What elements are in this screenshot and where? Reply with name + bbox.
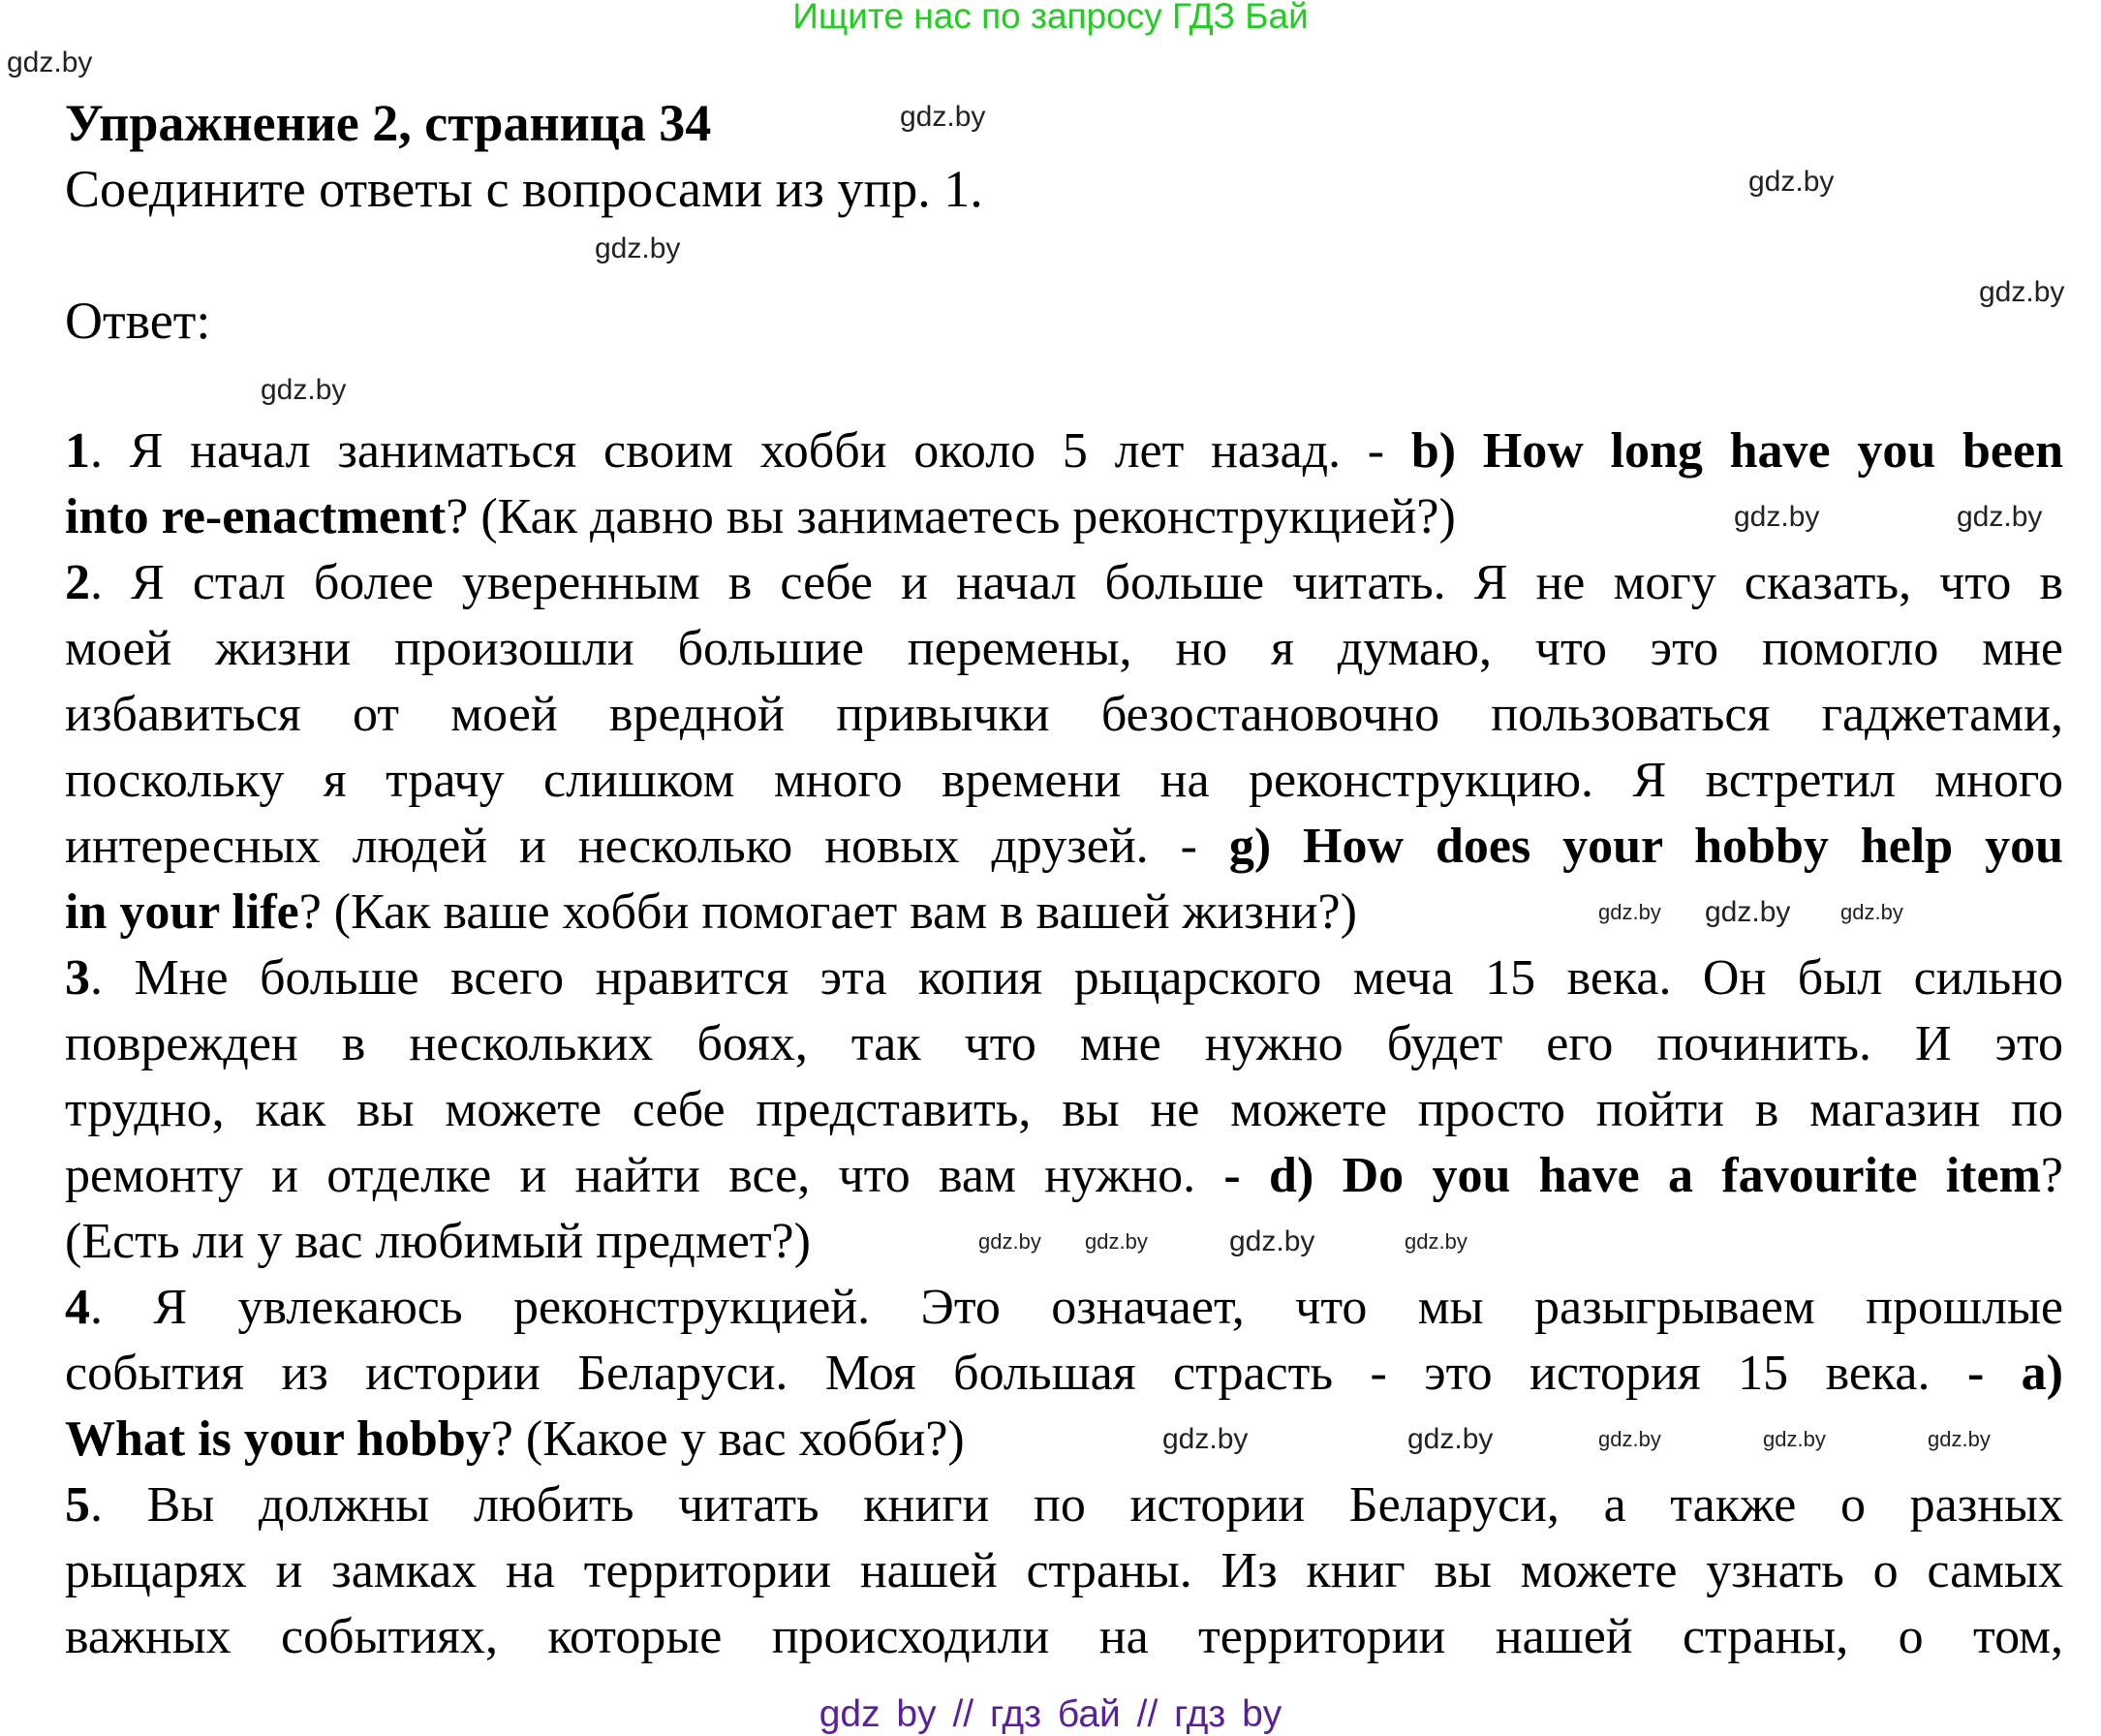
bold-text: 3: [65, 950, 90, 1006]
watermark: gdz.by: [1979, 276, 2065, 308]
watermark: gdz.by: [261, 374, 347, 406]
text: (Есть ли у вас любимый предмет?): [65, 1214, 811, 1269]
text: рыцарях и замках на территории нашей страны. Из книг вы можете узнать о самых: [65, 1543, 2063, 1598]
answer-line: [65, 1209, 811, 1275]
answer-line: [65, 484, 1456, 550]
answer-line: [65, 1077, 2063, 1143]
answer-line: [65, 1275, 2063, 1341]
exercise-instruction: Соедините ответы с вопросами из упр. 1.: [65, 160, 983, 218]
text: ?: [2040, 1148, 2063, 1203]
watermark: gdz.by: [1162, 1423, 1249, 1455]
text: . Вы должны любить читать книги по истории Беларуси, а также о разных: [90, 1477, 2063, 1533]
text: . Мне больше всего нравится эта копия рыцарского меча 15 века. Он был сильно: [90, 950, 2063, 1006]
bold-text: in your life: [65, 884, 299, 940]
text: моей жизни произошли большие перемены, но я думаю, что это помогло мне: [65, 621, 2063, 676]
bold-text: g) How does your hobby help you: [1228, 819, 2063, 874]
text: ? (Как давно вы занимаетесь реконструкцией?): [446, 489, 1456, 544]
answer-line: [65, 1604, 2063, 1670]
watermark: gdz.by: [1229, 1225, 1315, 1257]
text: поскольку я трачу слишком много времени на реконструкцию. Я встретил много: [65, 753, 2063, 808]
watermark: gdz.by: [1734, 501, 1820, 533]
watermark: gdz.by: [1085, 1229, 1148, 1254]
bottom-banner: gdz by // гдз бай // гдз by: [819, 1693, 1282, 1735]
bold-text: into re-enactment: [65, 489, 447, 544]
text: события из истории Беларуси. Моя большая страсть - это история 15 века.: [65, 1346, 1967, 1401]
text: интересных людей и несколько новых друзей. -: [65, 819, 1229, 874]
answer-line: [65, 1011, 2063, 1077]
watermark: gdz.by: [978, 1229, 1041, 1254]
bold-text: 1: [65, 423, 90, 479]
watermark: gdz.by: [595, 232, 681, 264]
watermark: gdz.by: [1840, 900, 1903, 924]
bold-text: 5: [65, 1477, 90, 1533]
top-banner: Ищите нас по запросу ГДЗ Бай: [792, 0, 1309, 36]
bold-text: - d) Do you have a favourite item: [1223, 1148, 2041, 1203]
text: ремонту и отделке и найти все, что вам нужно.: [65, 1148, 1224, 1203]
answer-line: [65, 1143, 2063, 1209]
bold-text: What is your hobby: [65, 1411, 491, 1467]
answer-text: [65, 418, 2063, 1670]
bold-text: 2: [65, 555, 90, 610]
text: ? (Какое у вас хобби?): [490, 1411, 965, 1467]
watermark: gdz.by: [1407, 1423, 1494, 1455]
watermark: gdz.by: [1763, 1427, 1826, 1451]
watermark: gdz.by: [1957, 501, 2043, 533]
bold-text: - a): [1966, 1346, 2063, 1401]
answer-line: [65, 1407, 965, 1472]
answer-line: [65, 418, 2063, 484]
text: . Я стал более уверенным в себе и начал больше читать. Я не могу сказать, что в: [90, 555, 2063, 610]
answer-label: Ответ:: [65, 292, 211, 350]
text: . Я начал заниматься своим хобби около 5 лет назад. -: [90, 423, 1411, 479]
answer-line: [65, 616, 2063, 682]
text: важных событиях, которые происходили на территории нашей страны, о том,: [65, 1609, 2063, 1664]
watermark: gdz.by: [1705, 896, 1791, 928]
answer-line: [65, 550, 2063, 616]
watermark: gdz.by: [1405, 1229, 1468, 1254]
answer-line: [65, 1341, 2063, 1407]
text: поврежден в нескольких боях, так что мне нужно будет его починить. И это: [65, 1016, 2063, 1071]
watermark: gdz.by: [1748, 166, 1835, 198]
answer-line: [65, 880, 1357, 946]
answer-line: [65, 1538, 2063, 1604]
bold-text: 4: [65, 1280, 90, 1335]
text: избавиться от моей вредной привычки безостановочно пользоваться гаджетами,: [65, 687, 2063, 742]
answer-line: [65, 946, 2063, 1011]
watermark: gdz.by: [900, 101, 986, 133]
bold-text: b) How long have you been: [1410, 423, 2063, 479]
watermark: gdz.by: [1598, 1427, 1661, 1451]
watermark: gdz.by: [1598, 900, 1661, 924]
answer-line: [65, 682, 2063, 748]
answer-line: [65, 748, 2063, 814]
answer-line: [65, 1472, 2063, 1538]
answer-line: [65, 814, 2063, 880]
text: . Я увлекаюсь реконструкцией. Это означает, что мы разыгрываем прошлые: [90, 1280, 2063, 1335]
watermark: gdz.by: [7, 46, 93, 78]
page-title: Упражнение 2, страница 34: [65, 94, 712, 152]
text: трудно, как вы можете себе представить, вы не можете просто пойти в магазин по: [65, 1082, 2063, 1137]
text: ? (Как ваше хобби помогает вам в вашей жизни?): [298, 884, 1357, 940]
watermark: gdz.by: [1928, 1427, 1991, 1451]
